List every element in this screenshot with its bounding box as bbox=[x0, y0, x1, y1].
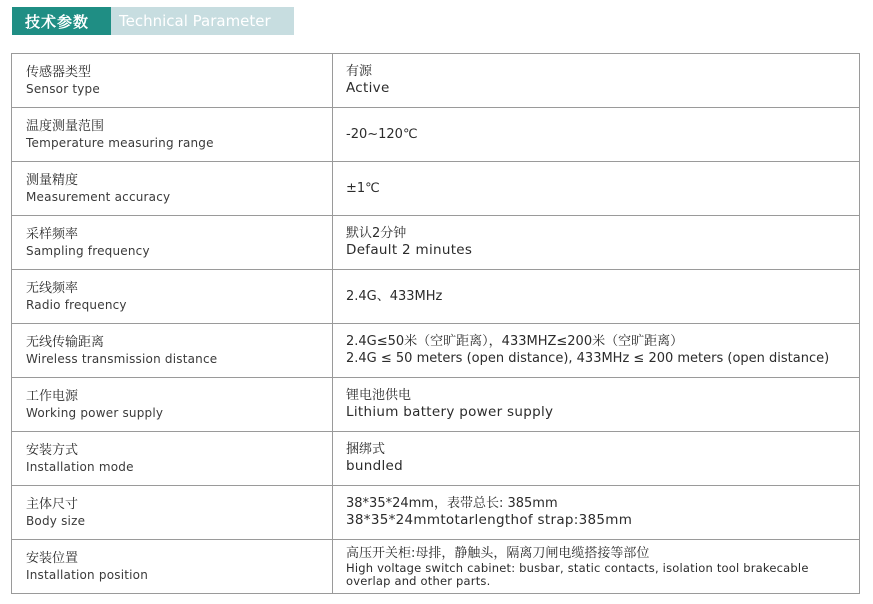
table-row bbox=[12, 216, 860, 270]
param-value-cell bbox=[333, 540, 860, 594]
param-label-cell bbox=[12, 54, 333, 108]
param-value-zh: 有源 bbox=[346, 64, 373, 79]
param-value-cell bbox=[333, 432, 860, 486]
table-row bbox=[12, 324, 860, 378]
param-value-zh: 2.4G≤50米（空旷距离），433MHZ≤200米（空旷距离） bbox=[346, 334, 684, 349]
table-row bbox=[12, 270, 860, 324]
param-label-cell bbox=[12, 540, 333, 594]
param-value-cell bbox=[333, 270, 860, 324]
param-label-zh: 安装方式 bbox=[26, 442, 79, 458]
param-value-en: Active bbox=[346, 80, 390, 96]
param-value-cell bbox=[333, 216, 860, 270]
param-label-en: Installation position bbox=[26, 567, 149, 582]
param-label-en: Working power supply bbox=[26, 405, 164, 420]
param-label-cell bbox=[12, 432, 333, 486]
param-value-en: Lithium battery power supply bbox=[346, 404, 554, 420]
param-value-zh: ±1℃ bbox=[346, 180, 380, 196]
param-value-zh: 锂电池供电 bbox=[346, 388, 412, 403]
table-row bbox=[12, 54, 860, 108]
param-value-cell bbox=[333, 54, 860, 108]
param-label-cell bbox=[12, 270, 333, 324]
param-value-cell bbox=[333, 378, 860, 432]
table-row bbox=[12, 162, 860, 216]
param-label-en: Measurement accuracy bbox=[26, 189, 171, 204]
param-label-zh: 测量精度 bbox=[26, 172, 79, 188]
param-label-zh: 安装位置 bbox=[26, 550, 79, 566]
param-label-en: Temperature measuring range bbox=[26, 135, 214, 150]
param-label-en: Installation mode bbox=[26, 459, 134, 474]
section-header bbox=[12, 7, 294, 35]
param-value-cell bbox=[333, 162, 860, 216]
param-value-cell bbox=[333, 108, 860, 162]
table-row bbox=[12, 378, 860, 432]
param-label-en: Wireless transmission distance bbox=[26, 351, 218, 366]
param-label-en: Sensor type bbox=[26, 81, 100, 96]
param-label-cell bbox=[12, 324, 333, 378]
table-row bbox=[12, 432, 860, 486]
param-value-zh: 2.4G、433MHz bbox=[346, 288, 443, 304]
table-row bbox=[12, 540, 860, 594]
param-label-en: Sampling frequency bbox=[26, 243, 150, 258]
param-label-zh: 无线传输距离 bbox=[26, 334, 105, 350]
param-label-en: Body size bbox=[26, 513, 86, 528]
parameter-table bbox=[11, 53, 860, 594]
param-value-en: 38*35*24mmtotarlengthof strap:385mm bbox=[346, 512, 633, 528]
param-label-zh: 采样频率 bbox=[26, 226, 79, 242]
param-value-zh: 38*35*24mm，表带总长: 385mm bbox=[346, 496, 558, 511]
param-label-en: Radio frequency bbox=[26, 297, 127, 312]
param-label-zh: 温度测量范围 bbox=[26, 118, 105, 134]
param-label-zh: 工作电源 bbox=[26, 388, 79, 404]
param-value-zh: 高压开关柜:母排，静触头，隔离刀闸电缆搭接等部位 bbox=[346, 545, 650, 561]
param-label-cell bbox=[12, 378, 333, 432]
param-value-en: High voltage switch cabinet: busbar, static contacts, isolation tool brakecable overlap and other parts. bbox=[346, 560, 809, 588]
param-value-en: bundled bbox=[346, 458, 403, 474]
param-label-cell bbox=[12, 486, 333, 540]
param-label-cell bbox=[12, 108, 333, 162]
param-label-zh: 传感器类型 bbox=[26, 64, 92, 80]
param-value-zh: 默认2分钟 bbox=[346, 226, 407, 241]
param-label-cell bbox=[12, 162, 333, 216]
param-value-en: Default 2 minutes bbox=[346, 242, 473, 258]
param-label-zh: 无线频率 bbox=[26, 280, 79, 296]
param-value-cell bbox=[333, 486, 860, 540]
section-title-en: Technical Parameter bbox=[111, 7, 294, 35]
param-value-zh: 捆绑式 bbox=[346, 442, 386, 457]
param-value-en: 2.4G ≤ 50 meters (open distance), 433MHz ≤ 200 meters (open distance) bbox=[346, 351, 830, 366]
table-row bbox=[12, 108, 860, 162]
param-label-zh: 主体尺寸 bbox=[26, 496, 79, 512]
param-value-zh: -20~120℃ bbox=[346, 126, 418, 142]
section-title-zh: 技术参数 bbox=[12, 7, 111, 35]
param-value-cell bbox=[333, 324, 860, 378]
param-label-cell bbox=[12, 216, 333, 270]
table-row bbox=[12, 486, 860, 540]
